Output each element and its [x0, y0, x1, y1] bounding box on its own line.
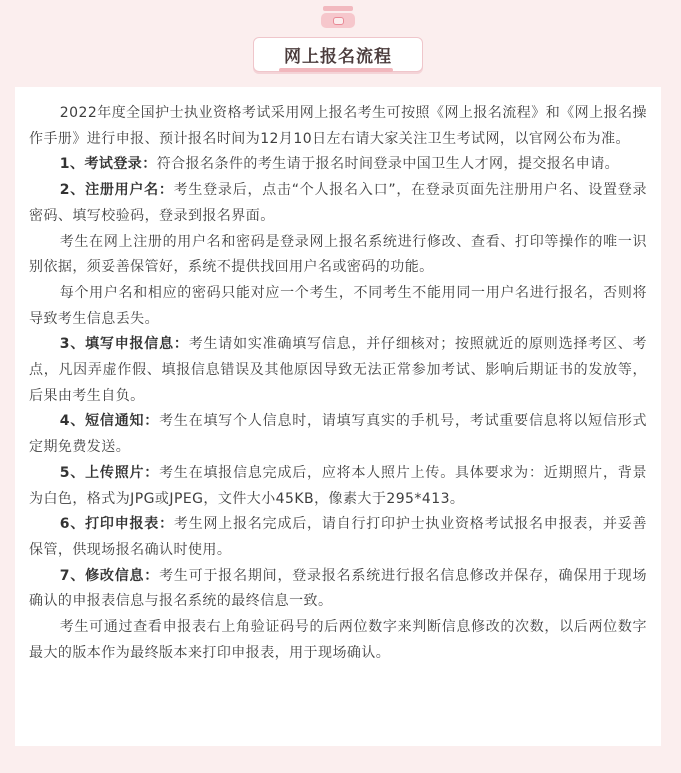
- paragraph-step-1: 1、考试登录：符合报名条件的考生请于报名时间登录中国卫生人才网，提交报名申请。: [59, 156, 620, 173]
- step-label: 6、打印申报表：: [59, 516, 174, 533]
- paragraph-step-2: 2、注册用户名：考生登录后，点击“个人报名入口”，在登录页面先注册用户名、设置登录密码、填写校验码，登录到报名界面。: [29, 182, 647, 224]
- paragraph-intro: 2022年度全国护士执业资格考试采用网上报名考生可按照《网上报名流程》和《网上报名操作手册》进行申报、预计报名时间为12月10日左右请大家关注卫生考试网，以官网公布为准。: [29, 105, 647, 147]
- step-label: 4、短信通知：: [59, 413, 160, 430]
- page-title-badge: [253, 37, 423, 72]
- step-label: 3、填写申报信息：: [59, 336, 189, 353]
- paragraph-note-2: 每个用户名和相应的密码只能对应一个考生，不同考生不能用同一用户名进行报名，否则将导致考生信息丢失。: [29, 284, 647, 327]
- article-body: [15, 87, 661, 666]
- paragraph-step-6: 6、打印申报表：考生网上报名完成后，请自行打印护士执业资格考试报名申报表，并妥善保管，供现场报名确认时使用。: [29, 516, 647, 558]
- step-label: 5、上传照片：: [59, 464, 160, 481]
- paragraph-final: 考生可通过查看申报表右上角验证码号的后两位数字来判断信息修改的次数，以后两位数字最大的版本作为最终版本来打印申报表，用于现场确认。: [29, 619, 647, 661]
- content-card: [15, 87, 661, 746]
- paragraph-step-4: 4、短信通知：考生在填写个人信息时，请填写真实的手机号，考试重要信息将以短信形式定期免费发送。: [29, 413, 647, 456]
- step-label: 2、注册用户名：: [59, 182, 174, 199]
- paragraph-note-1: 考生在网上注册的用户名和密码是登录网上报名系统进行修改、查看、打印等操作的唯一识别依据，须妥善保管好，系统不提供找回用户名或密码的功能。: [29, 233, 647, 276]
- page-title: 网上报名流程: [284, 47, 392, 67]
- step-label: 1、考试登录：: [59, 156, 157, 173]
- paragraph-step-3: 3、填写申报信息：考生请如实准确填写信息，并仔细核对；按照就近的原则选择考区、考点，凡因弄虚作假、填报信息错误及其他原因导致无法正常参加考试、影响后期证书的发放等，后果由考生自负。: [29, 336, 647, 404]
- ribbon-clip-icon: [321, 6, 355, 30]
- paragraph-step-7: 7、修改信息：考生可于报名期间，登录报名系统进行报名信息修改并保存，确保用于现场确认的申报表信息与报名系统的最终信息一致。: [29, 567, 647, 610]
- title-underline: [279, 68, 393, 72]
- paragraph-step-5: 5、上传照片：考生在填报信息完成后，应将本人照片上传。具体要求为：近期照片，背景为白色，格式为JPG或JPEG，文件大小45KB，像素大于295*413。: [29, 464, 647, 507]
- step-label: 7、修改信息：: [59, 567, 160, 584]
